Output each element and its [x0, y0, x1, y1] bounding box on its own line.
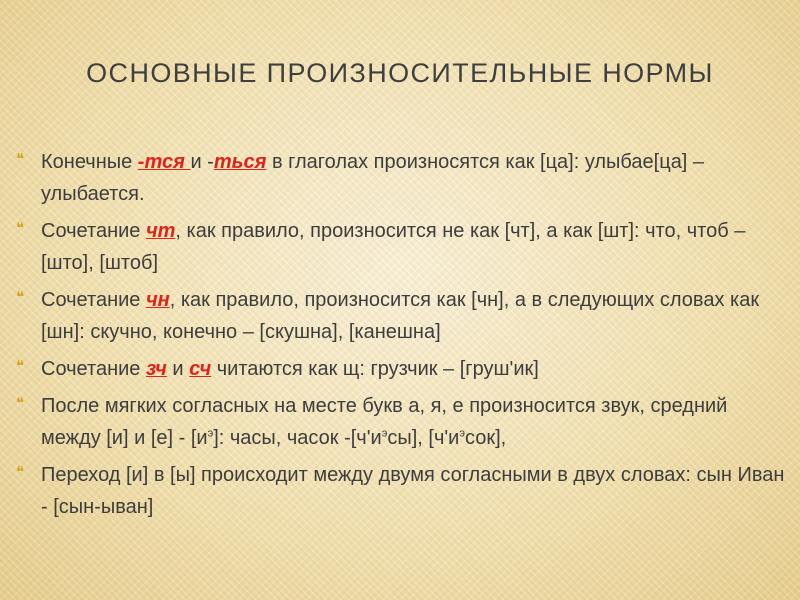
bullet-text: После мягких согласных на месте букв а, я, е произносится звук, средний между [и] и [е] - [и: [41, 395, 728, 449]
bullet-item-tsya: [14, 146, 789, 210]
bullet-text: Конечные: [41, 151, 138, 173]
bullet-marker-icon: ❝: [16, 395, 25, 412]
highlight-tsya-soft: ться: [213, 151, 267, 173]
bullet-item-zch-sch: [14, 353, 789, 385]
bullet-marker-icon: ❝: [16, 151, 25, 168]
bullet-text: Переход [и] в [ы] происходит между двумя согласными в двух словах: сын Иван - [сын-ыван]: [41, 464, 785, 518]
bullet-text: Сочетание: [41, 289, 146, 311]
superscript-e: э: [207, 427, 214, 440]
bullet-text: сок],: [464, 427, 507, 449]
bullet-item-i-to-y: [14, 459, 789, 523]
bullet-item-chn: [14, 284, 789, 348]
bullet-marker-icon: ❝: [16, 289, 25, 306]
bullet-text: Сочетание: [41, 358, 146, 380]
bullet-text: , как правило, произносится не как [чт], а как [шт]: что, чтоб – [што], [штоб]: [41, 220, 746, 274]
bullet-text: , как правило, произносится как [чн], а в следующих словах как [шн]: скучно, конечно – [скушна], [канешна]: [41, 289, 760, 343]
bullet-item-soft-consonants: [14, 390, 789, 454]
bullet-text: в глаголах произносятся как [ца]: улыбае[ца] – улыбается.: [41, 151, 705, 205]
bullet-marker-icon: ❝: [16, 464, 25, 481]
bullet-marker-icon: ❝: [16, 358, 25, 375]
highlight-cht: чт: [145, 220, 176, 242]
bullet-text: читаются как щ: грузчик – [груш'ик]: [211, 358, 539, 380]
highlight-sch: сч: [189, 358, 212, 380]
slide-title: ОСНОВНЫЕ ПРОИЗНОСИТЕЛЬНЫЕ НОРМЫ: [86, 58, 714, 88]
bullet-marker-icon: ❝: [16, 220, 25, 237]
superscript-e: э: [381, 427, 388, 440]
bullet-text: и -: [190, 151, 214, 173]
highlight-zch: зч: [145, 358, 167, 380]
bullet-text: сы], [ч'и: [387, 427, 460, 449]
highlight-chn: чн: [145, 289, 170, 311]
bullet-text: Сочетание: [41, 220, 146, 242]
superscript-e: э: [459, 427, 465, 440]
bullet-list: [14, 146, 789, 528]
highlight-tsya: -тся: [137, 151, 191, 173]
bullet-text: и: [166, 358, 190, 380]
bullet-item-cht: [14, 215, 789, 279]
bullet-text: ]: часы, часок -[ч'и: [213, 427, 382, 449]
